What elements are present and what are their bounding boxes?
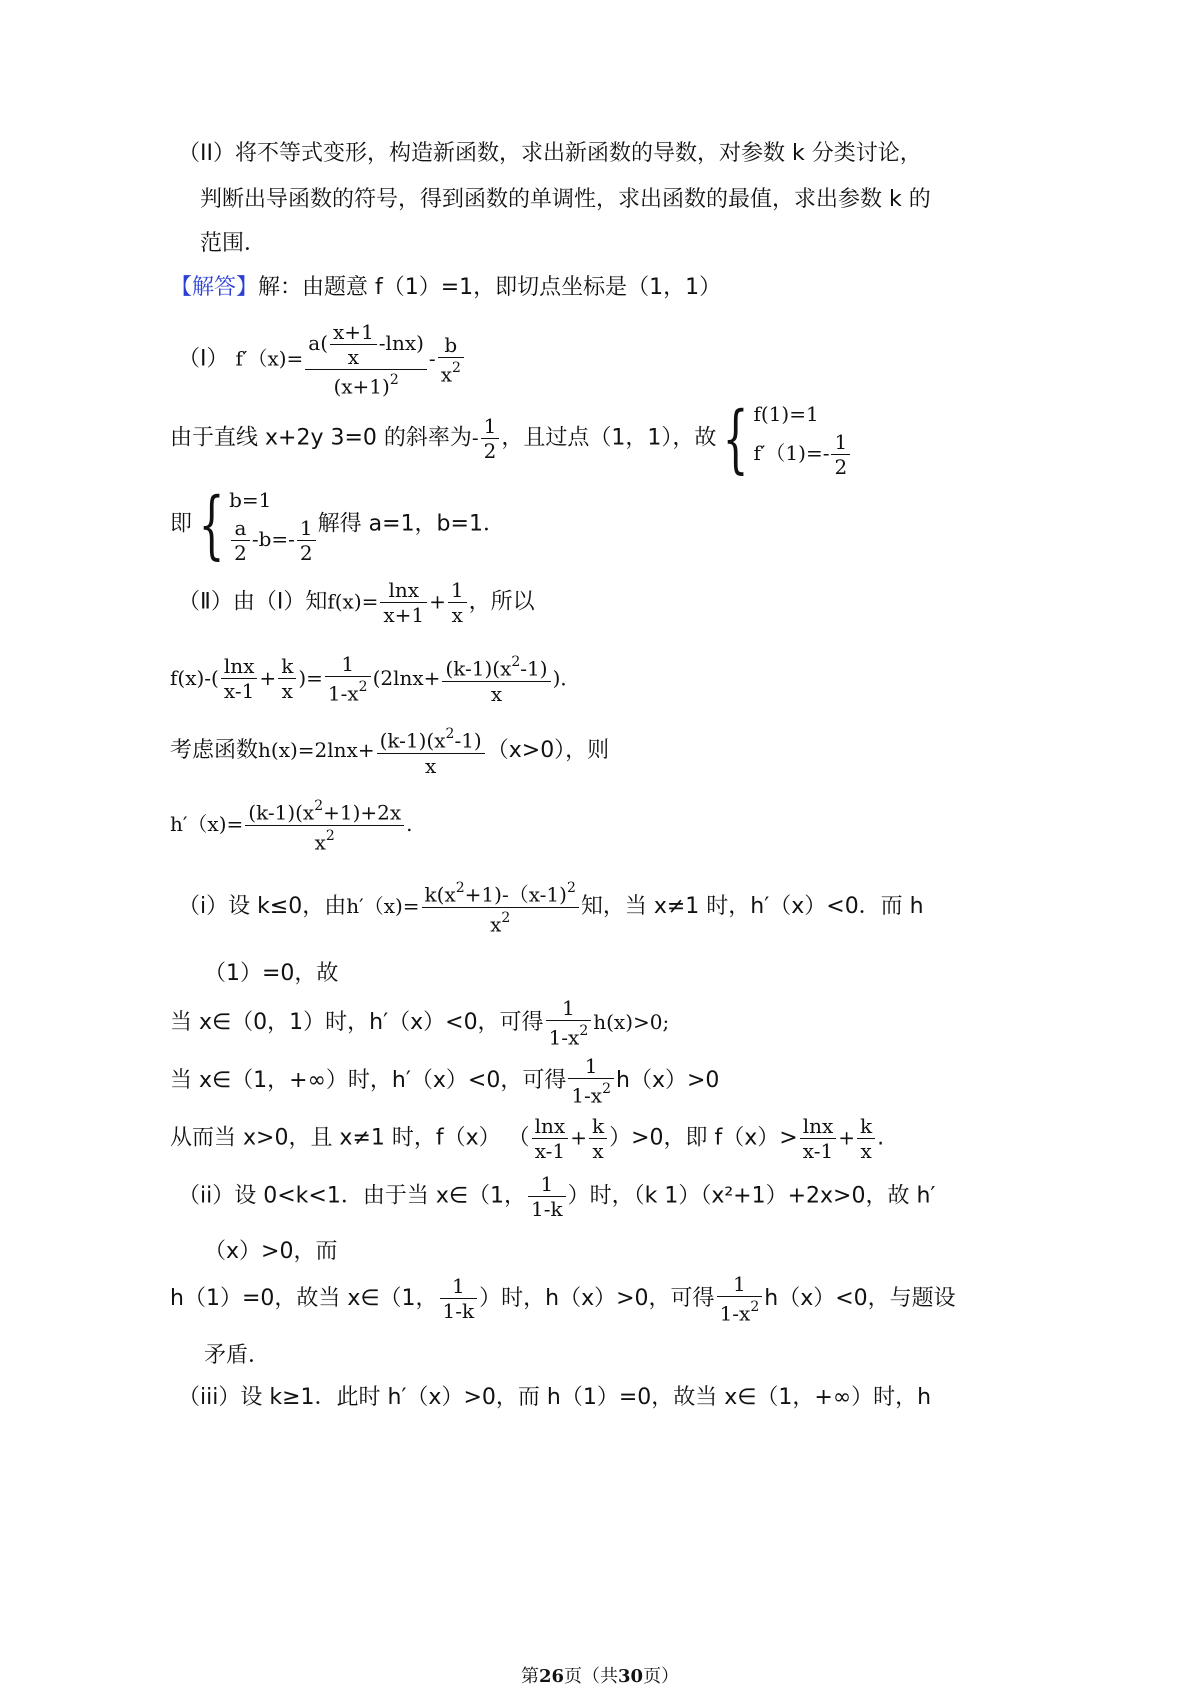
case-1-line-2: （1）=0，故: [204, 961, 339, 986]
eq2-d4: x: [490, 681, 503, 706]
eq2-plus: +: [259, 665, 277, 690]
system-1-row-1: f(1)=1: [753, 402, 819, 426]
c2-n: 1: [528, 1172, 566, 1197]
h-num-tail: -1): [454, 728, 482, 753]
sys2-b-num: 1: [297, 516, 316, 541]
c2-l3-n2: 1: [717, 1272, 763, 1297]
h-den: x: [425, 753, 437, 778]
system-1-row-2: [753, 430, 852, 479]
analysis-line-3: 范围．: [200, 231, 267, 256]
c1-l3-head: 当 x∈（0，1）时，h′（x）<0，可得: [170, 1009, 544, 1035]
x-exp: 2: [451, 359, 461, 376]
c1-num-exp2: 2: [566, 880, 576, 896]
footer-total-pages: 30: [618, 1666, 644, 1687]
eq2-n4-tail: -1): [520, 656, 548, 681]
hd-lhs: h′（x)=: [170, 812, 244, 837]
c1-l5-n4: k: [857, 1114, 875, 1139]
c1-den-exp: 2: [501, 909, 511, 926]
eq2-d2: x: [281, 679, 293, 704]
case-1-line-5: [170, 1114, 884, 1163]
page-footer: [0, 1662, 1200, 1688]
minus-sign: -: [428, 346, 436, 371]
inner-num: x+1: [330, 320, 377, 345]
c1-head: （i）设 k≤0，由: [178, 894, 347, 920]
num-tail: -lnx): [378, 331, 424, 355]
slope-minus: -: [471, 425, 479, 450]
c2-l3-mid: ）时，h（x）>0，可得: [479, 1285, 715, 1311]
inner-den: x: [347, 345, 360, 369]
c1-l3-tail: h(x)>0;: [593, 1009, 670, 1034]
c1-l3-n: 1: [546, 996, 592, 1021]
hd-num-tail: +1)+2x: [323, 800, 402, 825]
h-tail: （x>0），则: [486, 737, 610, 763]
c2-d: 1-k: [531, 1197, 563, 1221]
c1-l5-d4: x: [860, 1139, 872, 1163]
equation-2: [170, 652, 580, 706]
c1-num-exp: 2: [455, 880, 465, 896]
part2-d1: x+1: [383, 603, 425, 627]
hd-num: (k-1)(x: [248, 800, 315, 825]
c1-l5-n1: lnx: [532, 1114, 569, 1139]
c1-den: x: [490, 912, 502, 937]
c1-l5-plus-2: +: [838, 1125, 856, 1150]
slope-line: [170, 395, 852, 482]
c2-l3-d2exp: 2: [750, 1299, 760, 1315]
part1-fprime: f′（x)=: [235, 346, 304, 371]
slope-fraction: [481, 414, 500, 463]
intro-text: 解：由题意 f（1）=1，即切点坐标是（1，1）: [258, 275, 722, 300]
eq2-d3: 1-x: [327, 681, 359, 706]
system-2-row-1: b=1: [229, 488, 272, 512]
c2-l3-d2: 1-x: [719, 1301, 751, 1326]
left-brace-icon: {: [722, 395, 749, 482]
c1-l4-n: 1: [568, 1054, 614, 1079]
slope-den: 2: [483, 439, 497, 463]
case-2-line-2: （x）>0，而: [204, 1239, 338, 1264]
solve-text: 解得 a=1，b=1．: [317, 511, 505, 537]
analysis-line-1: （II）将不等式变形，构造新函数，求出新函数的导数，对参数 k 分类讨论，: [178, 141, 922, 166]
eq2-mid: )=: [298, 665, 323, 690]
eq2-open: (2lnx+: [372, 665, 441, 690]
c1-tail: 知，当 x≠1 时，h′（x）<0．而 h: [580, 894, 924, 920]
part2-f: f(x)=: [327, 589, 379, 614]
h-definition: [170, 724, 609, 778]
c1-l5-d1: x-1: [534, 1139, 566, 1163]
hd-den: x: [314, 830, 326, 855]
hence-label: 即: [170, 511, 193, 537]
c1-l3-d: 1-x: [548, 1025, 580, 1050]
sys1-b-text: f′（1)=-: [753, 441, 830, 465]
analysis-line-2: 判断出导函数的符号，得到函数的单调性，求出函数的最值，求出参数 k 的: [200, 187, 931, 212]
part2-head: [178, 578, 535, 627]
c1-l5-n3: lnx: [800, 1114, 837, 1139]
c1-l4-head: 当 x∈（1，+∞）时，h′（x）<0，可得: [170, 1067, 567, 1093]
eq2-n3: 1: [325, 652, 371, 677]
eq2-n4: (k-1)(x: [445, 656, 512, 681]
slope-num: 1: [481, 414, 500, 439]
solution-tag: 【解答】: [170, 275, 259, 300]
system-2: [229, 484, 318, 565]
case-2: [178, 1172, 935, 1221]
case-1: [178, 878, 924, 936]
part2-n2: 1: [448, 578, 467, 603]
c1-l4-dexp: 2: [602, 1081, 612, 1097]
part1-label: （Ⅰ）: [178, 346, 229, 372]
c2-l3-tail: h（x）<0，与题设: [764, 1285, 956, 1311]
sys1-b-num: 1: [831, 430, 850, 455]
slope-tail: ，且过点（1，1），故: [501, 425, 717, 451]
eq2-close: )．: [552, 665, 581, 690]
part2-plus: +: [429, 589, 446, 614]
system-2-row-2: [229, 516, 318, 565]
c1-l5-mid: ）>0，即 f（x）>: [609, 1125, 798, 1151]
num-a: a(: [308, 331, 329, 355]
case-2-line-4: 矛盾．: [204, 1343, 271, 1368]
part1-main-fraction: [305, 320, 427, 399]
h-def: h(x)=2lnx+: [258, 737, 375, 762]
c1-l4-tail: h（x）>0: [616, 1067, 720, 1093]
sys1-b-den: 2: [834, 455, 848, 479]
part2-head-text: （Ⅱ）由（Ⅰ）知: [178, 589, 328, 615]
footer-page-number: 26: [538, 1666, 564, 1687]
c1-l3-dexp: 2: [579, 1023, 589, 1039]
c1-num-mid: +1)-（x-1): [464, 882, 567, 907]
den-exp: 2: [389, 372, 399, 388]
eq2-n2: k: [278, 654, 296, 679]
eq2-d1: x-1: [223, 679, 255, 704]
c2-l3-d: 1-k: [442, 1299, 475, 1324]
den-base: (x+1): [333, 374, 390, 399]
sys2-b-den: 2: [299, 541, 313, 565]
footer-mid: 页（共: [564, 1666, 618, 1687]
eq2-lhs: f(x)-(: [170, 665, 219, 690]
eq2-d3-exp: 2: [358, 679, 368, 695]
b-num: b: [438, 333, 464, 358]
case-1-line-4: [170, 1054, 719, 1108]
slope-text: 由于直线 x+2y 3=0 的斜率为: [170, 425, 472, 451]
system-1: [753, 398, 852, 479]
part1-derivative: [178, 320, 466, 399]
c2-l3-head: h（1）=0，故当 x∈（1，: [170, 1285, 438, 1311]
sys2-mid: -b=-: [251, 527, 295, 551]
c2-l3-n: 1: [440, 1274, 478, 1299]
part2-d2: x: [451, 603, 463, 627]
c1-l4-d: 1-x: [571, 1083, 603, 1108]
case-3: （iii）设 k≥1．此时 h′（x）>0，而 h（1）=0，故当 x∈（1，+∞）时，h: [178, 1385, 932, 1410]
c1-l5-d2: x: [592, 1139, 604, 1163]
left-brace-icon-2: {: [198, 481, 225, 568]
case-2-line-3: [170, 1272, 956, 1326]
h-derivative: [170, 796, 413, 854]
sys2-a-num: a: [231, 516, 250, 541]
solution-intro: [170, 274, 721, 302]
c1-l5-d3: x-1: [802, 1139, 834, 1163]
c2-head: （ii）设 0<k<1．由于当 x∈（1，: [178, 1183, 526, 1209]
footer-post: 页）: [643, 1666, 680, 1687]
b-over-x2: [438, 333, 464, 387]
eq2-n4-exp: 2: [511, 654, 521, 670]
hence-line: [170, 481, 505, 568]
hd-den-exp: 2: [325, 827, 335, 844]
sys2-a-den: 2: [234, 541, 247, 565]
h-num-exp: 2: [445, 726, 455, 742]
c1-l5-plus: +: [570, 1125, 587, 1150]
hd-num-exp: 2: [314, 798, 324, 814]
h-head: 考虑函数: [170, 737, 259, 763]
hd-end: .: [406, 812, 413, 837]
c1-l5-end: .: [877, 1125, 885, 1151]
c1-h: h′（x)=: [346, 894, 420, 919]
inner-fraction: [330, 320, 377, 369]
x-den: x: [440, 362, 452, 387]
part2-n1: lnx: [380, 578, 427, 603]
c1-l5-head: 从而当 x>0，且 x≠1 时，f（x） （: [170, 1125, 530, 1151]
eq2-n1: lnx: [221, 654, 258, 679]
c2-tail: ）时，（k 1）（x²+1）+2x>0，故 h′: [567, 1183, 936, 1209]
h-num: (k-1)(x: [379, 728, 446, 753]
c1-l5-n2: k: [589, 1114, 607, 1139]
footer-pre: 第: [520, 1666, 539, 1687]
case-1-line-3: [170, 996, 669, 1050]
part2-tail: ，所以: [468, 589, 535, 615]
c1-num: k(x: [424, 882, 456, 907]
